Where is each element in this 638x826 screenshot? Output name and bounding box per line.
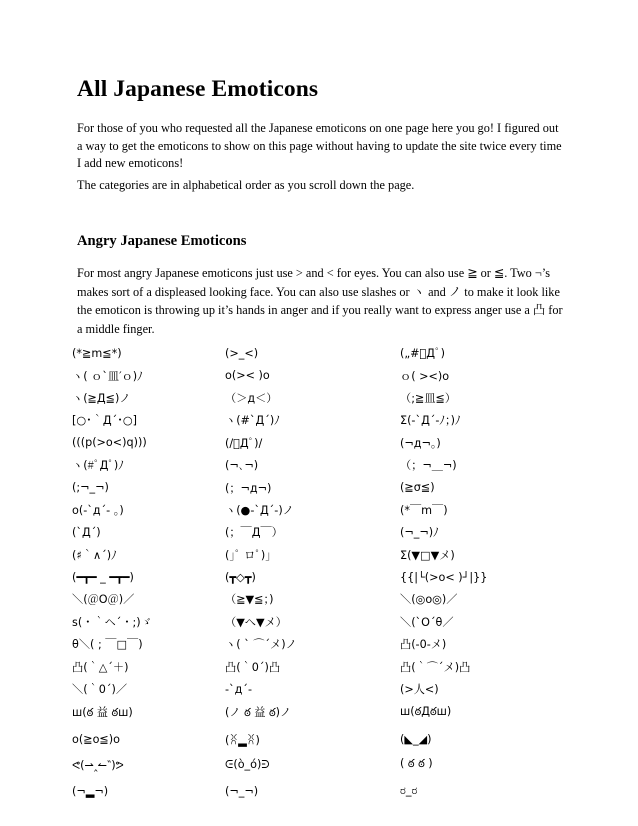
emoticon: ರ_ರ [400,784,418,798]
emoticon: (◣_◢) [400,732,432,746]
intro-paragraph: For those of you who requested all the Japanese emoticons on one page here you go! I figured out a way to get the emoticons to show on this page without having to update the site twice every time I add new emoticons! [77,121,562,170]
emoticon-row [72,778,572,804]
emoticon: (`Д´) [72,525,101,539]
emoticon: (；￣Д￣） [225,526,283,540]
emoticon-row [72,342,572,364]
emoticon: ш(ఠ 益 ఠш) [72,706,133,720]
emoticon: (≧σ≦) [400,481,435,495]
emoticon: ᕙ(⇀‸↼‶)ᕗ [72,758,124,772]
emoticon: s(・｀ヘ´・;)ゞ [72,615,152,629]
emoticon-row [72,588,572,610]
emoticon: 凸(｀⌒´メ)凸 [400,660,471,674]
emoticon: θ＼( ; ￣□￣) [72,638,143,652]
emoticon: 凸(｀△´＋) [72,660,129,674]
emoticon-row [72,499,572,521]
emoticon-row [72,700,572,726]
emoticon-row [72,726,572,752]
emoticon: (♯｀∧´)ﾉ [72,548,117,562]
emoticon-row [72,678,572,700]
emoticon: (¬_¬)ﾉ [400,526,439,540]
emoticon: （▼へ▼メ） [225,615,287,629]
emoticon: (¬､¬) [225,459,259,473]
emoticon-row [72,364,572,386]
page-title: All Japanese Emoticons [77,76,319,102]
emoticon: (>人<) [400,683,439,697]
emoticon: {{|└(>o< )┘|}} [400,570,488,584]
emoticon: （;≧皿≦） [400,391,457,405]
emoticon-row [72,655,572,677]
emoticon: 凸(｀0´)凸 [225,660,281,674]
emoticon-row [72,432,572,454]
emoticon: ヽ(●-`Д´-)ノ [225,503,294,517]
emoticon-row [72,611,572,633]
emoticon: [○･｀Д´･○] [72,414,137,428]
emoticon: Σ(-`Д´-ﾉ；)ﾉ [400,414,461,428]
emoticon: ヽ(≧Д≦)ノ [72,391,131,405]
emoticon: (¬д¬。) [400,436,441,450]
emoticon: (━┳━ _ ━┳━) [72,570,134,584]
emoticon: （≧▼≦；) [225,593,274,607]
emoticon: (┳◇┳) [225,570,256,584]
emoticon-row [72,521,572,543]
emoticon: Σ(▼□▼メ) [400,548,455,562]
emoticon-row [72,566,572,588]
emoticon-row [72,476,572,498]
emoticon: ｏ( ><)o [400,369,450,383]
emoticon: ᕮ(ò_ó)ᕭ [225,758,270,772]
emoticon: （；¬＿¬) [400,459,457,473]
emoticon: (>_<) [225,346,259,360]
emoticon: ヽ(#`Д´)ﾉ [225,414,280,428]
emoticon: (*≧m≦*) [72,346,122,360]
emoticon: ( ఠ ఠ ) [400,757,433,771]
emoticon: (；¬д¬) [225,481,272,495]
emoticon: (｣ﾟ ロﾟ)｣ [225,548,271,562]
categories-note: The categories are in alphabetical order as you scroll down the page. [77,178,415,192]
emoticon: (¬_¬) [225,784,259,798]
emoticon-row [72,633,572,655]
section-heading: Angry Japanese Emoticons [77,233,247,249]
emoticon: (ノ ఠ 益 ఠ)ノ [225,706,292,720]
emoticon-row [72,752,572,778]
emoticon: ＼(＠O＠)／ [72,593,135,607]
emoticon-row [72,454,572,476]
section-description: For most angry Japanese emoticons just use > and < for eyes. You can also use ≧ or ≦. Two ¬’s makes sort of a displeased looking face. You can also use slashes or ヽ and ノ to make it look like the emoticon is throwing up it’s hands in anger and if you really want to express anger use a 凸 for a middle finger. [77,266,563,336]
emoticon-grid [72,342,572,804]
emoticon: o(-`д´- ｡) [72,503,124,517]
emoticon: (((p(>o<)q))) [72,436,147,450]
emoticon: -`д´- [225,682,252,696]
emoticon-row [72,387,572,409]
emoticon: （＞д＜） [225,391,278,405]
emoticon: ヽ(#ﾟДﾟ)ﾉ [72,459,124,473]
emoticon: o(>< )o [225,369,270,383]
emoticon: („#ﾟДﾟ) [400,347,445,361]
emoticon: o(≧o≦)o [72,732,121,746]
emoticon-row [72,544,572,566]
emoticon: (*￣m￣) [400,503,448,517]
emoticon: (ꐦ▂ꐦ) [225,733,260,747]
emoticon: (¬▂¬) [72,784,109,798]
emoticon: (/ﾟДﾟ)/ [225,436,263,450]
emoticon: ＼(｀0´)／ [72,683,128,697]
emoticon: ヽ( ` ⌒´メ)ノ [225,638,297,652]
emoticon: ヽ( ｏ`皿′ｏ)ﾉ [72,369,143,383]
emoticon: (;¬_¬) [72,481,109,495]
emoticon: 凸(-0-メ) [400,638,447,652]
emoticon: ＼(◎o◎)／ [400,593,458,607]
emoticon: ш(ఠДఠш) [400,705,452,719]
emoticon-row [72,409,572,431]
emoticon: ＼(`O´θ／ [400,615,454,629]
